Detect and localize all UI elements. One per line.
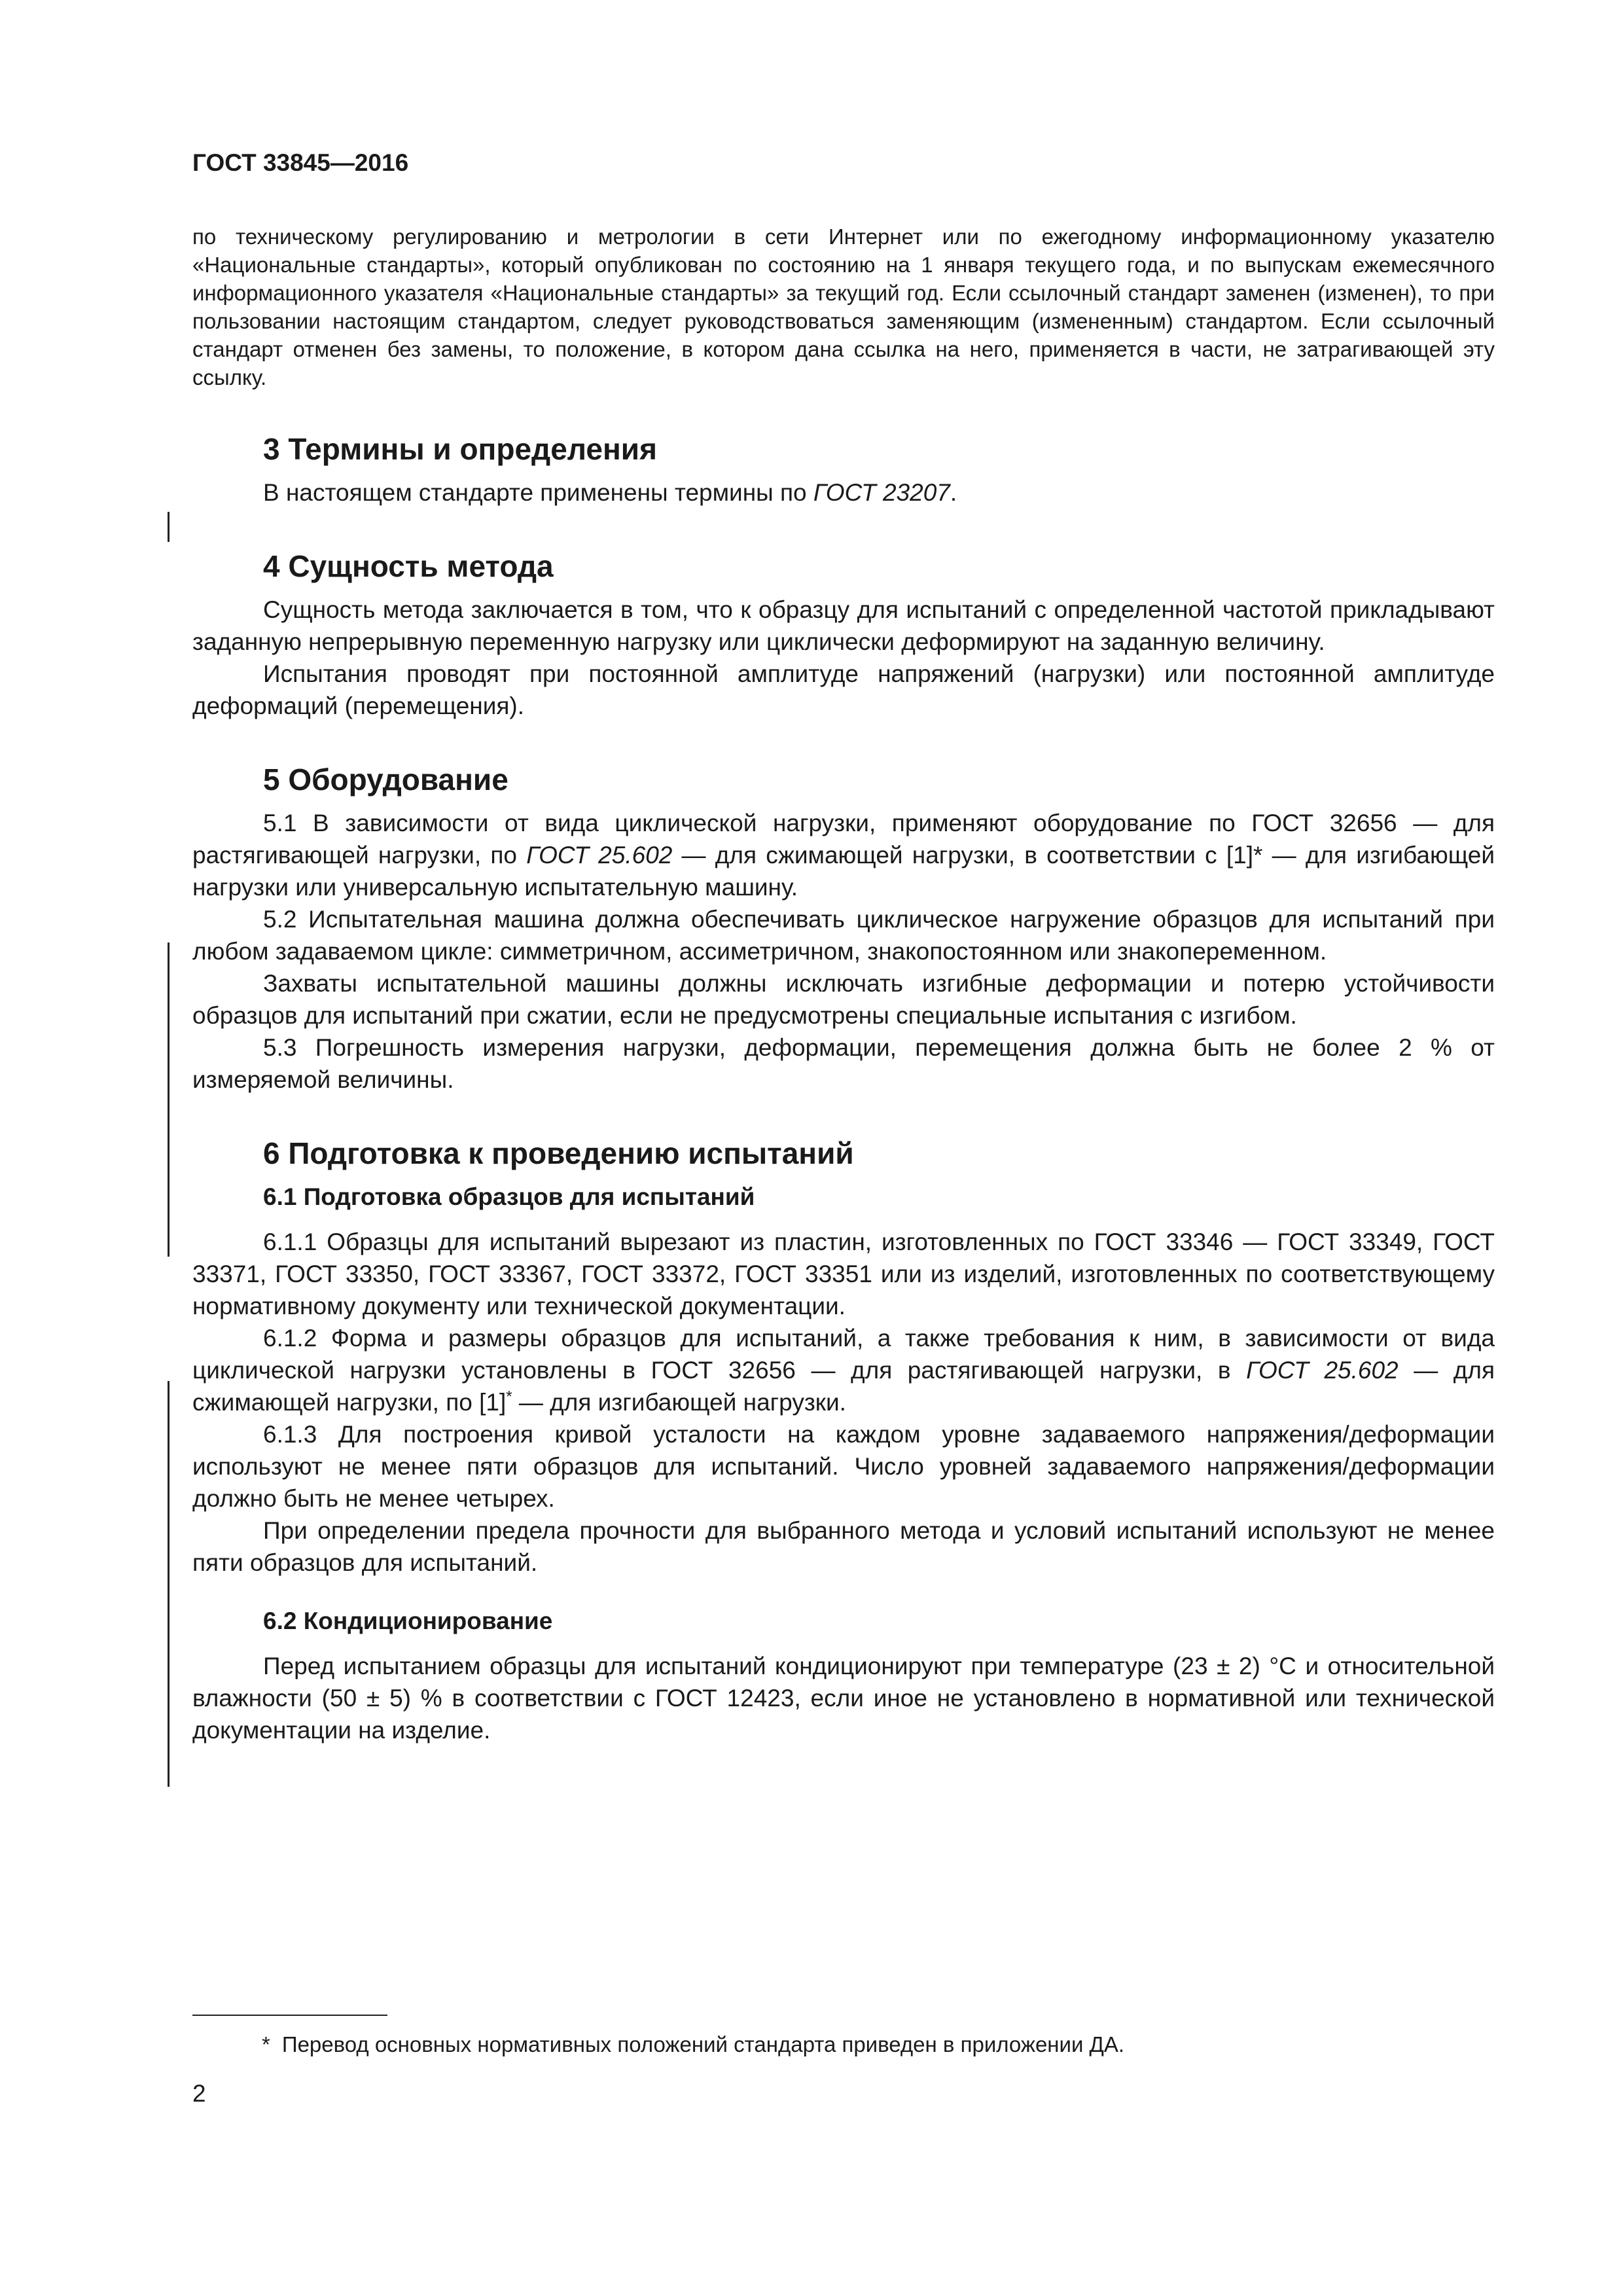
section-5-title: 5 Оборудование: [263, 762, 508, 797]
page-number: 2: [192, 2080, 206, 2107]
subsection-6-2-title: 6.2 Кондиционирование: [263, 1607, 553, 1634]
clause-5-2-note: Захваты испытательной машины должны исключать изгибные деформации и потерю устойчивости образцов для испытаний при сжатии, если не предусмотрены специальные испытания с изгибом.: [192, 970, 1495, 1029]
change-bar: [168, 1381, 169, 1787]
subsection-6-1-title: 6.1 Подготовка образцов для испытаний: [263, 1183, 755, 1210]
standard-reference: ГОСТ 23207: [813, 479, 950, 506]
clause-6-1-1: 6.1.1 Образцы для испытаний вырезают из пластин, изготовленных по ГОСТ 33346 — ГОСТ 33349, ГОСТ 33371, ГОСТ 33350, ГОСТ 33367, ГОСТ 33372, ГОСТ 33351 или из изделий, изготовленных по соответствующему нормативному документу или технической документации.: [192, 1229, 1495, 1319]
clause-5-2: 5.2 Испытательная машина должна обеспечивать циклическое нагружение образцов для испытаний при любом задаваемом цикле: симметричном, ассиметричном, знакопостоянном или знакопеременном.: [192, 906, 1495, 965]
clause-6-2: Перед испытанием образцы для испытаний кондиционируют при температуре (23 ± 2) °С и относительной влажности (50 ± 5) % в соответствии с ГОСТ 12423, если иное не установлено в нормативной или технической документации на изделие.: [192, 1653, 1495, 1744]
section-3-title: 3 Термины и определения: [263, 432, 657, 466]
footnote: [262, 2031, 1124, 2058]
standard-reference: ГОСТ 25.602: [1246, 1357, 1399, 1384]
change-bar: [168, 512, 169, 542]
footnote-separator: [192, 2015, 387, 2016]
document-header: ГОСТ 33845—2016: [192, 149, 409, 176]
section-6-title: 6 Подготовка к проведению испытаний: [263, 1136, 854, 1170]
section-4-paragraph: Испытания проводят при постоянной амплитуде напряжений (нагрузки) или постоянной амплитуде деформаций (перемещения).: [192, 660, 1495, 719]
change-bar: [168, 942, 169, 1257]
page-body: [192, 223, 1495, 1746]
section-4-paragraph: Сущность метода заключается в том, что к образцу для испытаний с определенной частотой прикладывают заданную непрерывную переменную нагрузку или циклически деформируют на заданную величину.: [192, 596, 1495, 655]
section-4-title: 4 Сущность метода: [263, 549, 554, 583]
clause-6-1-3-note: При определении предела прочности для выбранного метода и условий испытаний используют не менее пяти образцов для испытаний.: [192, 1517, 1495, 1576]
intro-paragraph: по техническому регулированию и метрологии в сети Интернет или по ежегодному информационному указателю «Национальные стандарты», который опубликован по состоянию на 1 января текущего года, и по выпускам ежемесячного информационного указателя «Национальные стандарты» за текущий год. Если ссылочный стандарт заменен (изменен), то при пользовании настоящим стандартом, следует руководствоваться заменяющим (измененным) стандартом. Если ссылочный стандарт отменен без замены, то положение, в котором дана ссылка на него, применяется в части, не затрагивающей эту ссылку.: [192, 224, 1495, 389]
clause-5-1: 5.1 В зависимости от вида циклической нагрузки, применяют оборудование по ГОСТ 32656 — для растягивающей нагрузки, по ГОСТ 25.602 — для сжимающей нагрузки, в соответствии с [1]* — для изгибающей нагрузки или универсальную испытательную машину.: [192, 810, 1495, 901]
footnote-mark: *: [262, 2032, 270, 2056]
standard-reference: ГОСТ 25.602: [526, 842, 673, 869]
footnote-reference: *: [506, 1388, 512, 1406]
section-3-paragraph: В настоящем стандарте применены термины по ГОСТ 23207.: [263, 479, 957, 506]
clause-5-3: 5.3 Погрешность измерения нагрузки, деформации, перемещения должна быть не более 2 % от измеряемой величины.: [192, 1034, 1495, 1093]
footnote-text: Перевод основных нормативных положений стандарта приведен в приложении ДА.: [281, 2032, 1125, 2056]
clause-6-1-2: 6.1.2 Форма и размеры образцов для испытаний, а также требования к ним, в зависимости от вида циклической нагрузки установлены в ГОСТ 32656 — для растягивающей нагрузки, в ГОСТ 25.602 — для сжимающей нагрузки, по [1]* — для изгибающей нагрузки.: [192, 1325, 1495, 1416]
clause-6-1-3: 6.1.3 Для построения кривой усталости на каждом уровне задаваемого напряжения/деформации используют не менее пяти образцов для испытаний. Число уровней задаваемого напряжения/деформации должно быть не менее четырех.: [192, 1421, 1495, 1512]
